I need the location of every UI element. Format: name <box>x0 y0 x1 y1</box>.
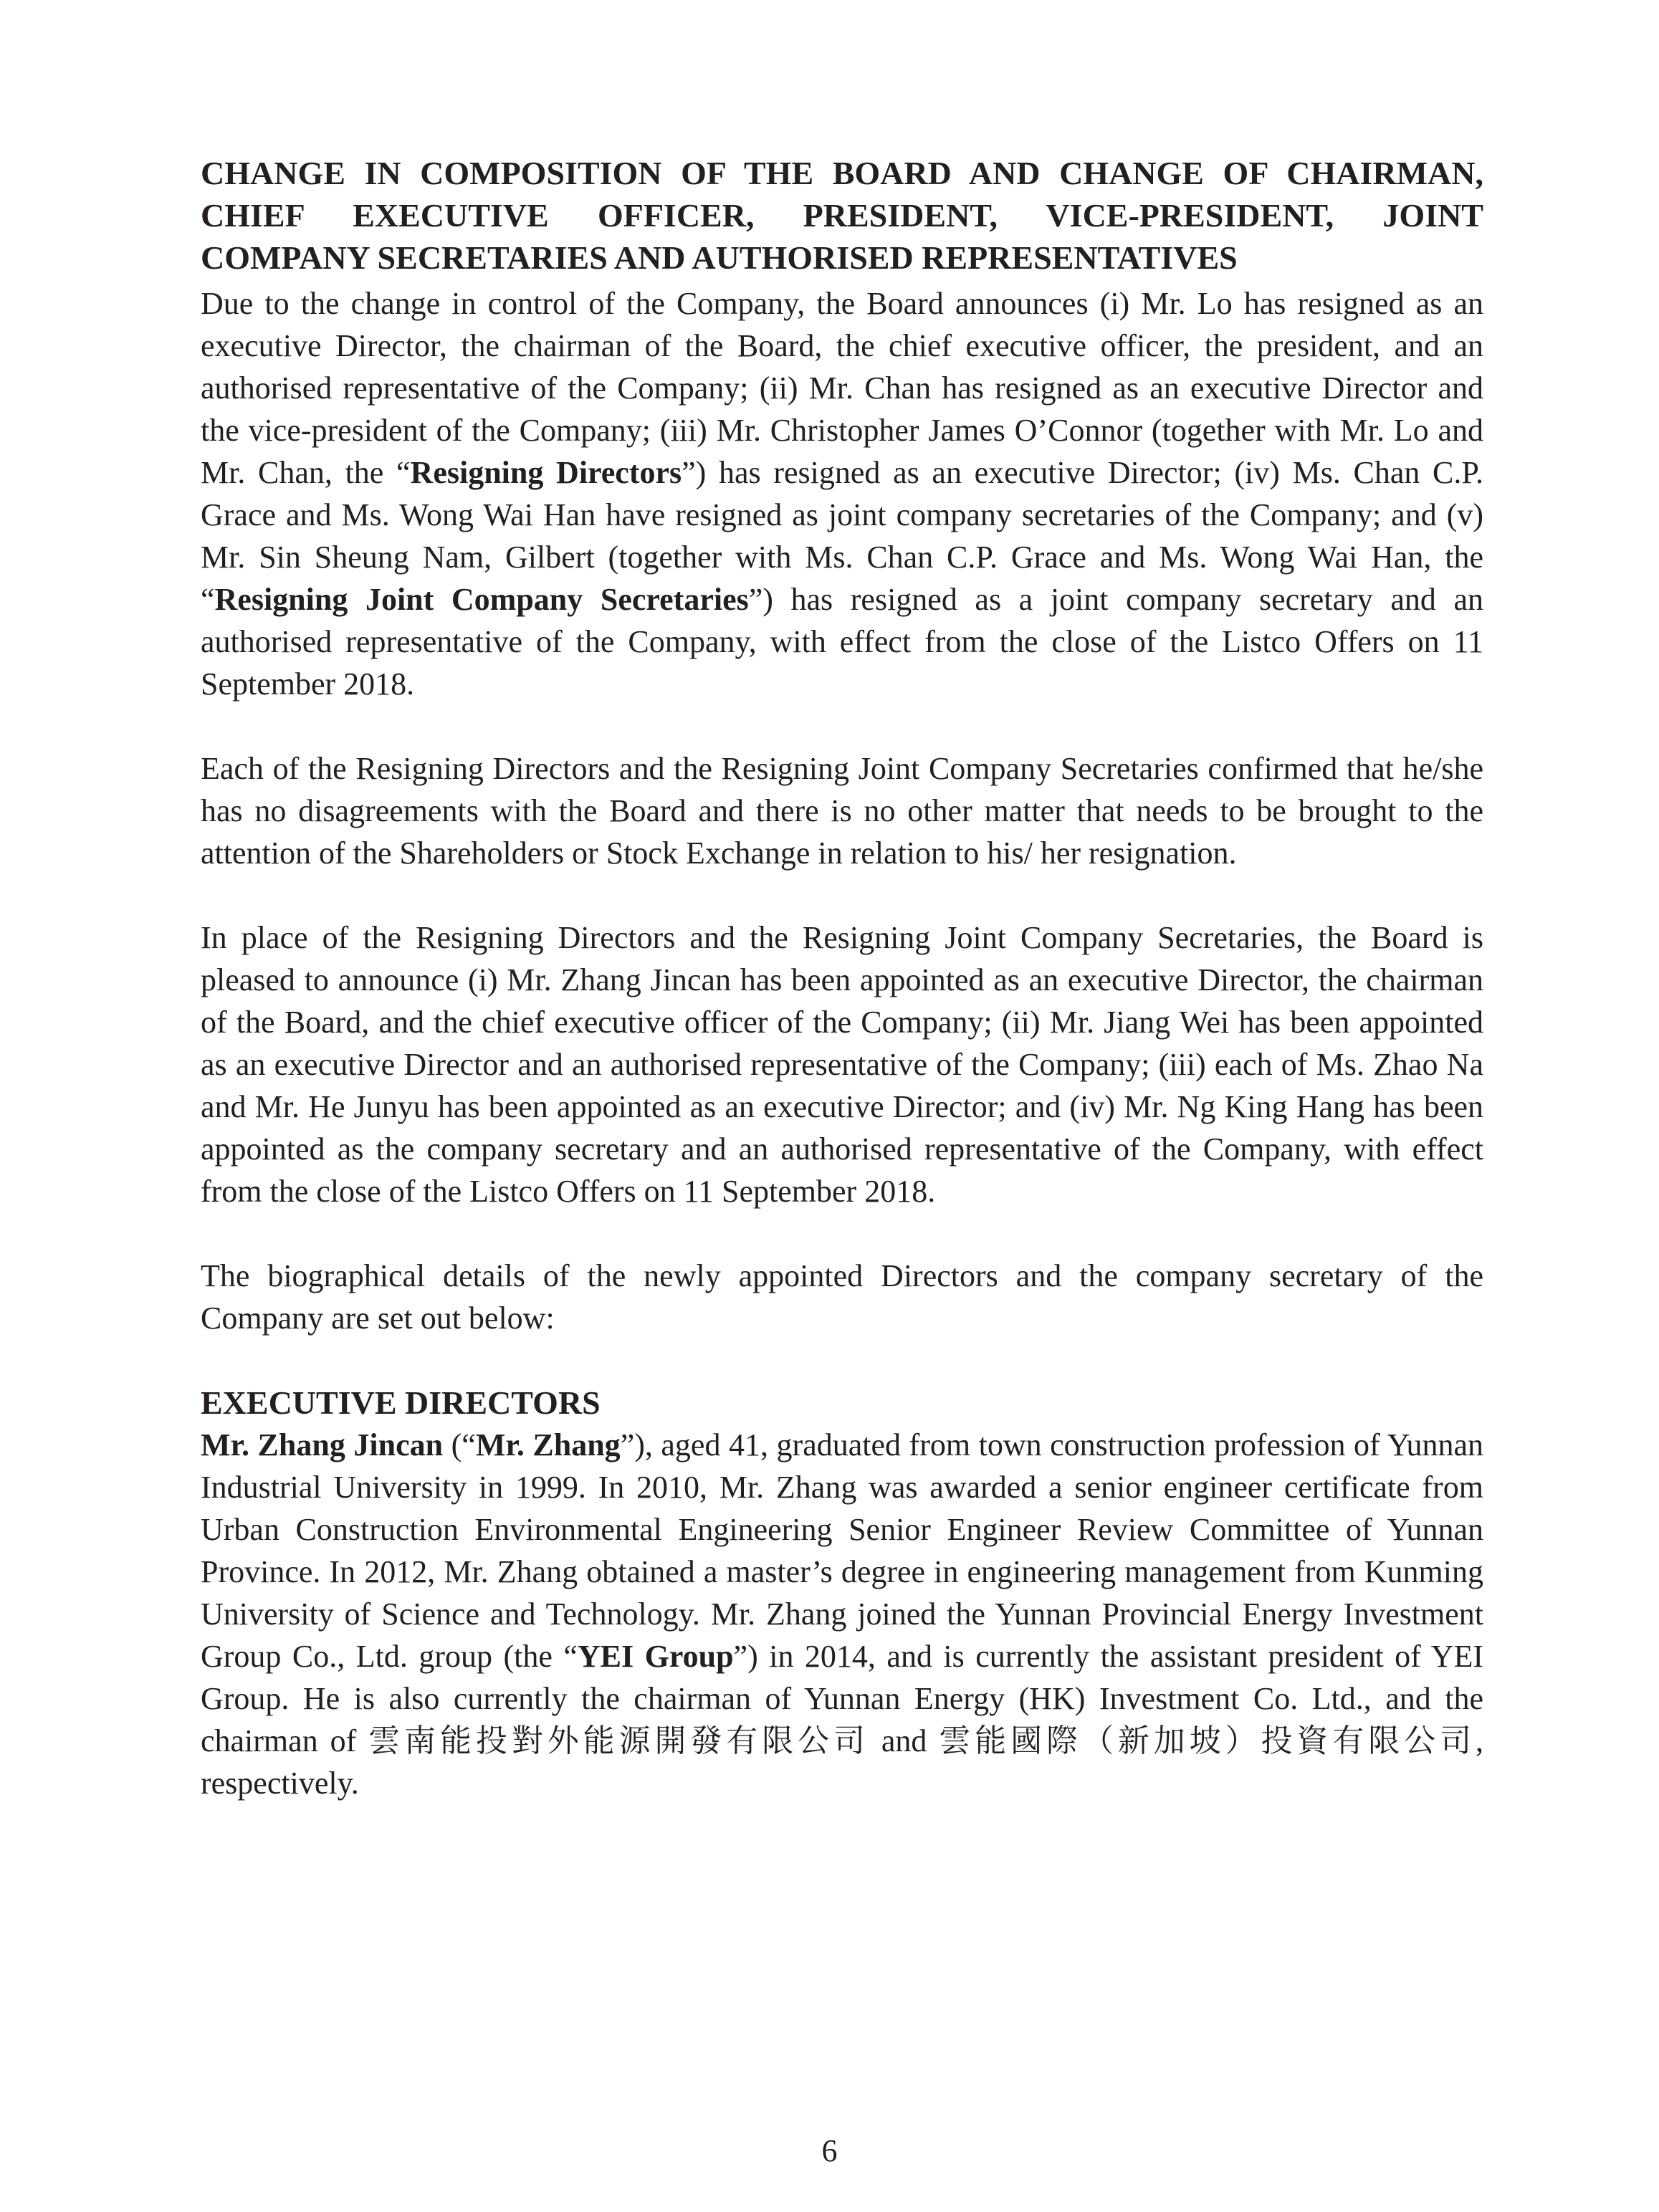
document-body <box>201 152 1483 1804</box>
paragraph-text: ”) has resigned as a joint company secretary and an authorised representative of the Company, with effect from the close of the Listco Offers on 11 September 2018. <box>201 582 1484 702</box>
paragraph-text: ”), aged 41, graduated from town construction profession of Yunnan Industrial University in 1999. In 2010, Mr. Zhang was awarded a senior engineer certificate from Urban Construction Environmental Engineering Senior Engineer Review Committee of Yunnan Province. In 2012, Mr. Zhang obtained a master’s degree in engineering management from Kunming University of Science and Technology. Mr. Zhang joined the Yunnan Provincial Energy Investment Group Co., Ltd. group (the “ <box>201 1427 1484 1674</box>
defined-term: Resigning Directors <box>410 455 682 490</box>
paragraph-text: ”) in 2014, and is currently the assistant president of YEI Group. He is also currently the chairman of Yunnan Energy (HK) Investment Co. Ltd., and the chairman of 雲南能投對外能源開發有限公司 and 雲能國際（新加坡）投資有限公司, respectively. <box>201 1639 1483 1801</box>
executive-directors-heading: EXECUTIVE DIRECTORS <box>201 1384 601 1421</box>
paragraph-text: (“ <box>443 1427 476 1462</box>
paragraph-text: Due to the change in control of the Company, the Board announces (i) Mr. Lo has resigned as an executive Director, the chairman of the Board, the chief executive officer, the president, and an authorised representative of the Company; (ii) Mr. Chan has resigned as an executive Director and the vice-president of the Company; (iii) Mr. Christopher James O’Connor (together with Mr. Lo and Mr. Chan, the “ <box>201 286 1483 490</box>
paragraph-no-disagreements: Each of the Resigning Directors and the Resigning Joint Company Secretaries confirmed that he/she has no disagreements with the Board and there is no other matter that needs to be brought to the attention of the Shareholders or Stock Exchange in relation to his/ her resignation. <box>201 751 1483 871</box>
section-title-line-2: CHIEF EXECUTIVE OFFICER, PRESIDENT, VICE-PRESIDENT, JOINT <box>201 197 1483 234</box>
defined-term: YEI Group <box>577 1639 734 1674</box>
paragraph-zhang-biography <box>201 1424 1483 1804</box>
defined-term: Resigning Joint Company Secretaries <box>214 582 749 617</box>
defined-term: Mr. Zhang <box>475 1427 621 1462</box>
paragraph-resignations <box>201 282 1483 705</box>
page-number: 6 <box>821 2133 838 2168</box>
section-title-line-1: CHANGE IN COMPOSITION OF THE BOARD AND CHANGE OF CHAIRMAN, <box>201 155 1483 191</box>
section-title <box>201 152 1483 279</box>
section-title-line-3: COMPANY SECRETARIES AND AUTHORISED REPRESENTATIVES <box>201 239 1238 276</box>
director-name: Mr. Zhang Jincan <box>201 1427 444 1462</box>
paragraph-biographical-intro: The biographical details of the newly appointed Directors and the company secretary of the Company are set out below: <box>201 1258 1483 1336</box>
paragraph-appointments: In place of the Resigning Directors and the Resigning Joint Company Secretaries, the Board is pleased to announce (i) Mr. Zhang Jincan has been appointed as an executive Director, the chairman of the Board, and the chief executive officer of the Company; (ii) Mr. Jiang Wei has been appointed as an executive Director and an authorised representative of the Company; (iii) each of Ms. Zhao Na and Mr. He Junyu has been appointed as an executive Director; and (iv) Mr. Ng King Hang has been appointed as the company secretary and an authorised representative of the Company, with effect from the close of the Listco Offers on 11 September 2018. <box>201 920 1483 1209</box>
paragraph-text: ”) has resigned as an executive Director; (iv) Ms. Chan C.P. Grace and Ms. Wong Wai Han have resigned as joint company secretaries of the Company; and (v) Mr. Sin Sheung Nam, Gilbert (together with Ms. Chan C.P. Grace and Ms. Wong Wai Han, the “ <box>201 455 1483 617</box>
